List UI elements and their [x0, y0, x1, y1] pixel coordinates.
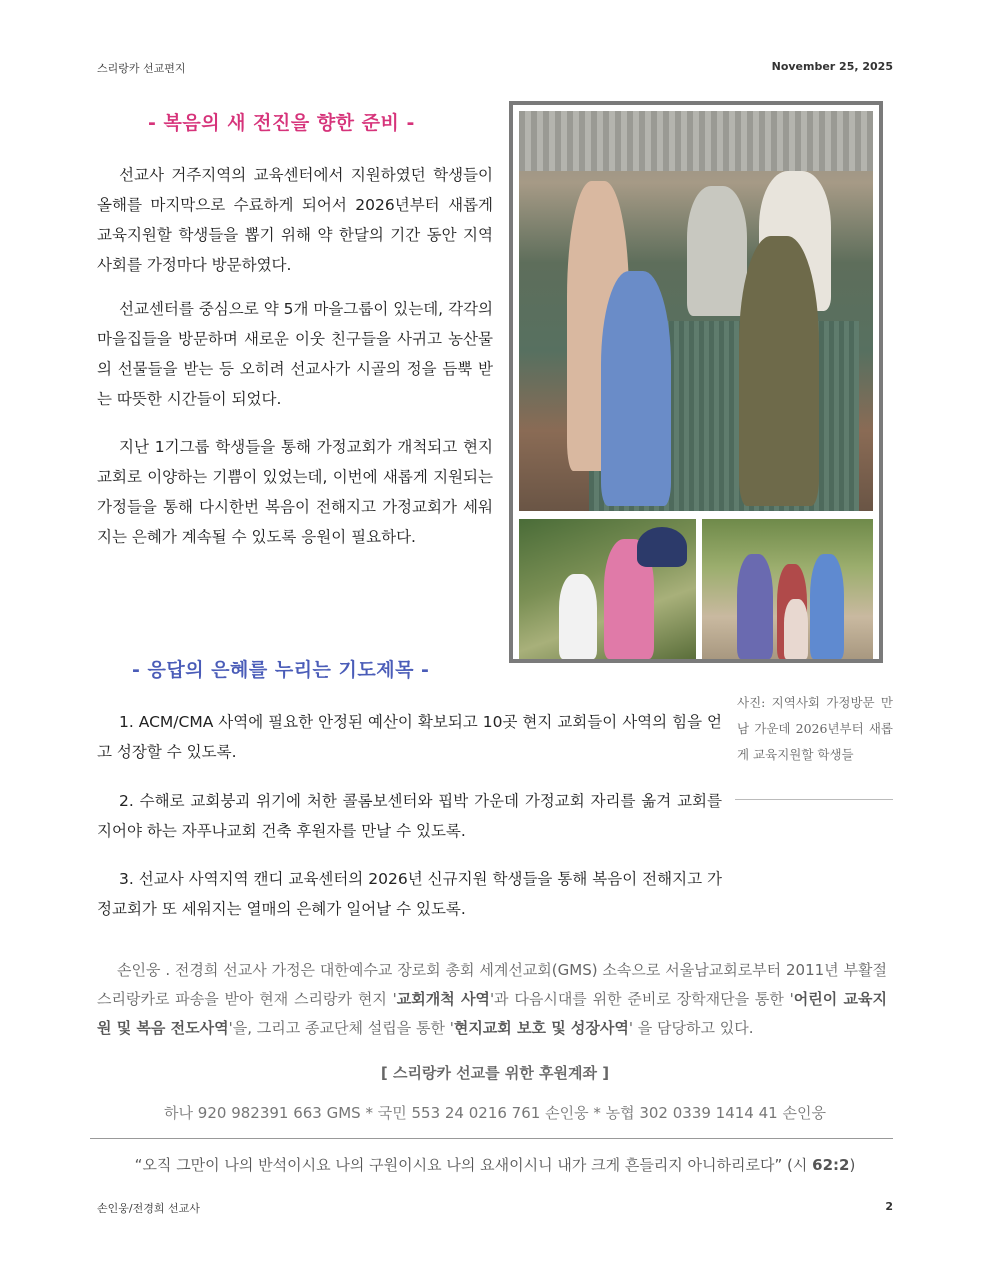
prayer-item-1: 1. ACM/CMA 사역에 필요한 안정된 예산이 확보되고 10곳 현지 교회들이 사역의 힘을 얻고 성장할 수 있도록. [97, 713, 722, 761]
footer-divider [90, 1138, 893, 1139]
paragraph-2: 선교센터를 중심으로 약 5개 마을그룹이 있는데, 각각의 마을집들을 방문하며 새로운 이웃 친구들을 사귀고 농산물의 선물들을 받는 등 오히려 선교사가 시골의 정을 듬뿍 받는 따뜻한 시간들이 되었다. [97, 300, 493, 408]
paragraph-1: 선교사 거주지역의 교육센터에서 지원하였던 학생들이 올해를 마지막으로 수료하게 되어서 2026년부터 새롭게 교육지원할 학생들을 뽑기 위해 약 한달의 기간 동안 지역사회를 가정마다 방문하였다. [97, 166, 493, 274]
photo-collage [509, 101, 883, 663]
bio-text-3: '을, 그리고 종교단체 설립을 통한 ' [228, 1019, 454, 1037]
header-date: November 25, 2025 [771, 60, 893, 73]
section-title-preparation: - 복음의 새 전진을 향한 준비 - [148, 112, 415, 134]
bio-text-4: ' 을 담당하고 있다. [628, 1019, 754, 1037]
page-number: 2 [885, 1200, 893, 1213]
photo-children-on-road [702, 519, 873, 659]
missionary-bio [97, 956, 887, 1043]
bible-verse [0, 1154, 990, 1175]
bio-bold-education: 어린이 교육지원 및 복음 전도사역 [97, 990, 887, 1037]
verse-close: ) [849, 1156, 856, 1174]
prayer-item-2: 2. 수해로 교회붕괴 위기에 처한 콜롬보센터와 핍박 가운데 가정교회 자리를 옮겨 교회를 지어야 하는 자푸나교회 건축 후원자를 만날 수 있도록. [97, 792, 722, 840]
bio-bold-church-planting: 교회개척 사역 [396, 990, 490, 1008]
paragraph-3: 지난 1기그룹 학생들을 통해 가정교회가 개척되고 현지교회로 이양하는 기쁨이 있었는데, 이번에 새롭게 지원되는 가정들을 통해 다시한번 복음이 전해지고 가정교회가 세워지는 은혜가 계속될 수 있도록 응원이 필요하다. [97, 438, 493, 546]
header-left: 스리랑카 선교편지 [97, 62, 186, 75]
caption-divider [735, 799, 893, 800]
account-numbers: 하나 920 982391 663 GMS * 국민 553 24 0216 761 손인웅 * 농협 302 0339 1414 41 손인웅 [164, 1104, 826, 1122]
photo-caption: 사진: 지역사회 가정방문 만남 가운데 2026년부터 새롭게 교육지원할 학생들 [737, 695, 893, 762]
photo-children-at-shop [519, 111, 873, 511]
photo-family-with-umbrella [519, 519, 696, 659]
bio-bold-church-protection: 현지교회 보호 및 성장사역 [453, 1019, 629, 1037]
section-title-prayer: - 응답의 은혜를 누리는 기도제목 - [132, 659, 430, 681]
verse-reference: 62:2 [812, 1156, 850, 1174]
bio-text-2: '과 다음시대를 위한 준비로 장학재단을 통한 ' [489, 990, 794, 1008]
verse-text: “오직 그만이 나의 반석이시요 나의 구원이시요 나의 요새이시니 내가 크게 흔들리지 아니하리로다” (시 [134, 1156, 813, 1174]
prayer-item-3: 3. 선교사 사역지역 캔디 교육센터의 2026년 신규지원 학생들을 통해 복음이 전해지고 가정교회가 또 세워지는 열매의 은혜가 일어날 수 있도록. [97, 870, 722, 918]
account-title: [ 스리랑카 선교를 위한 후원계좌 ] [380, 1064, 610, 1082]
bio-text-1: 손인웅 . 전경희 선교사 가정은 대한예수교 장로회 총회 세계선교회(GMS) 소속으로 서울남교회로부터 2011년 부활절 스리랑카로 파송을 받아 현재 스리랑카 현지 ' [97, 961, 887, 1008]
footer-author: 손인웅/전경희 선교사 [97, 1202, 200, 1215]
